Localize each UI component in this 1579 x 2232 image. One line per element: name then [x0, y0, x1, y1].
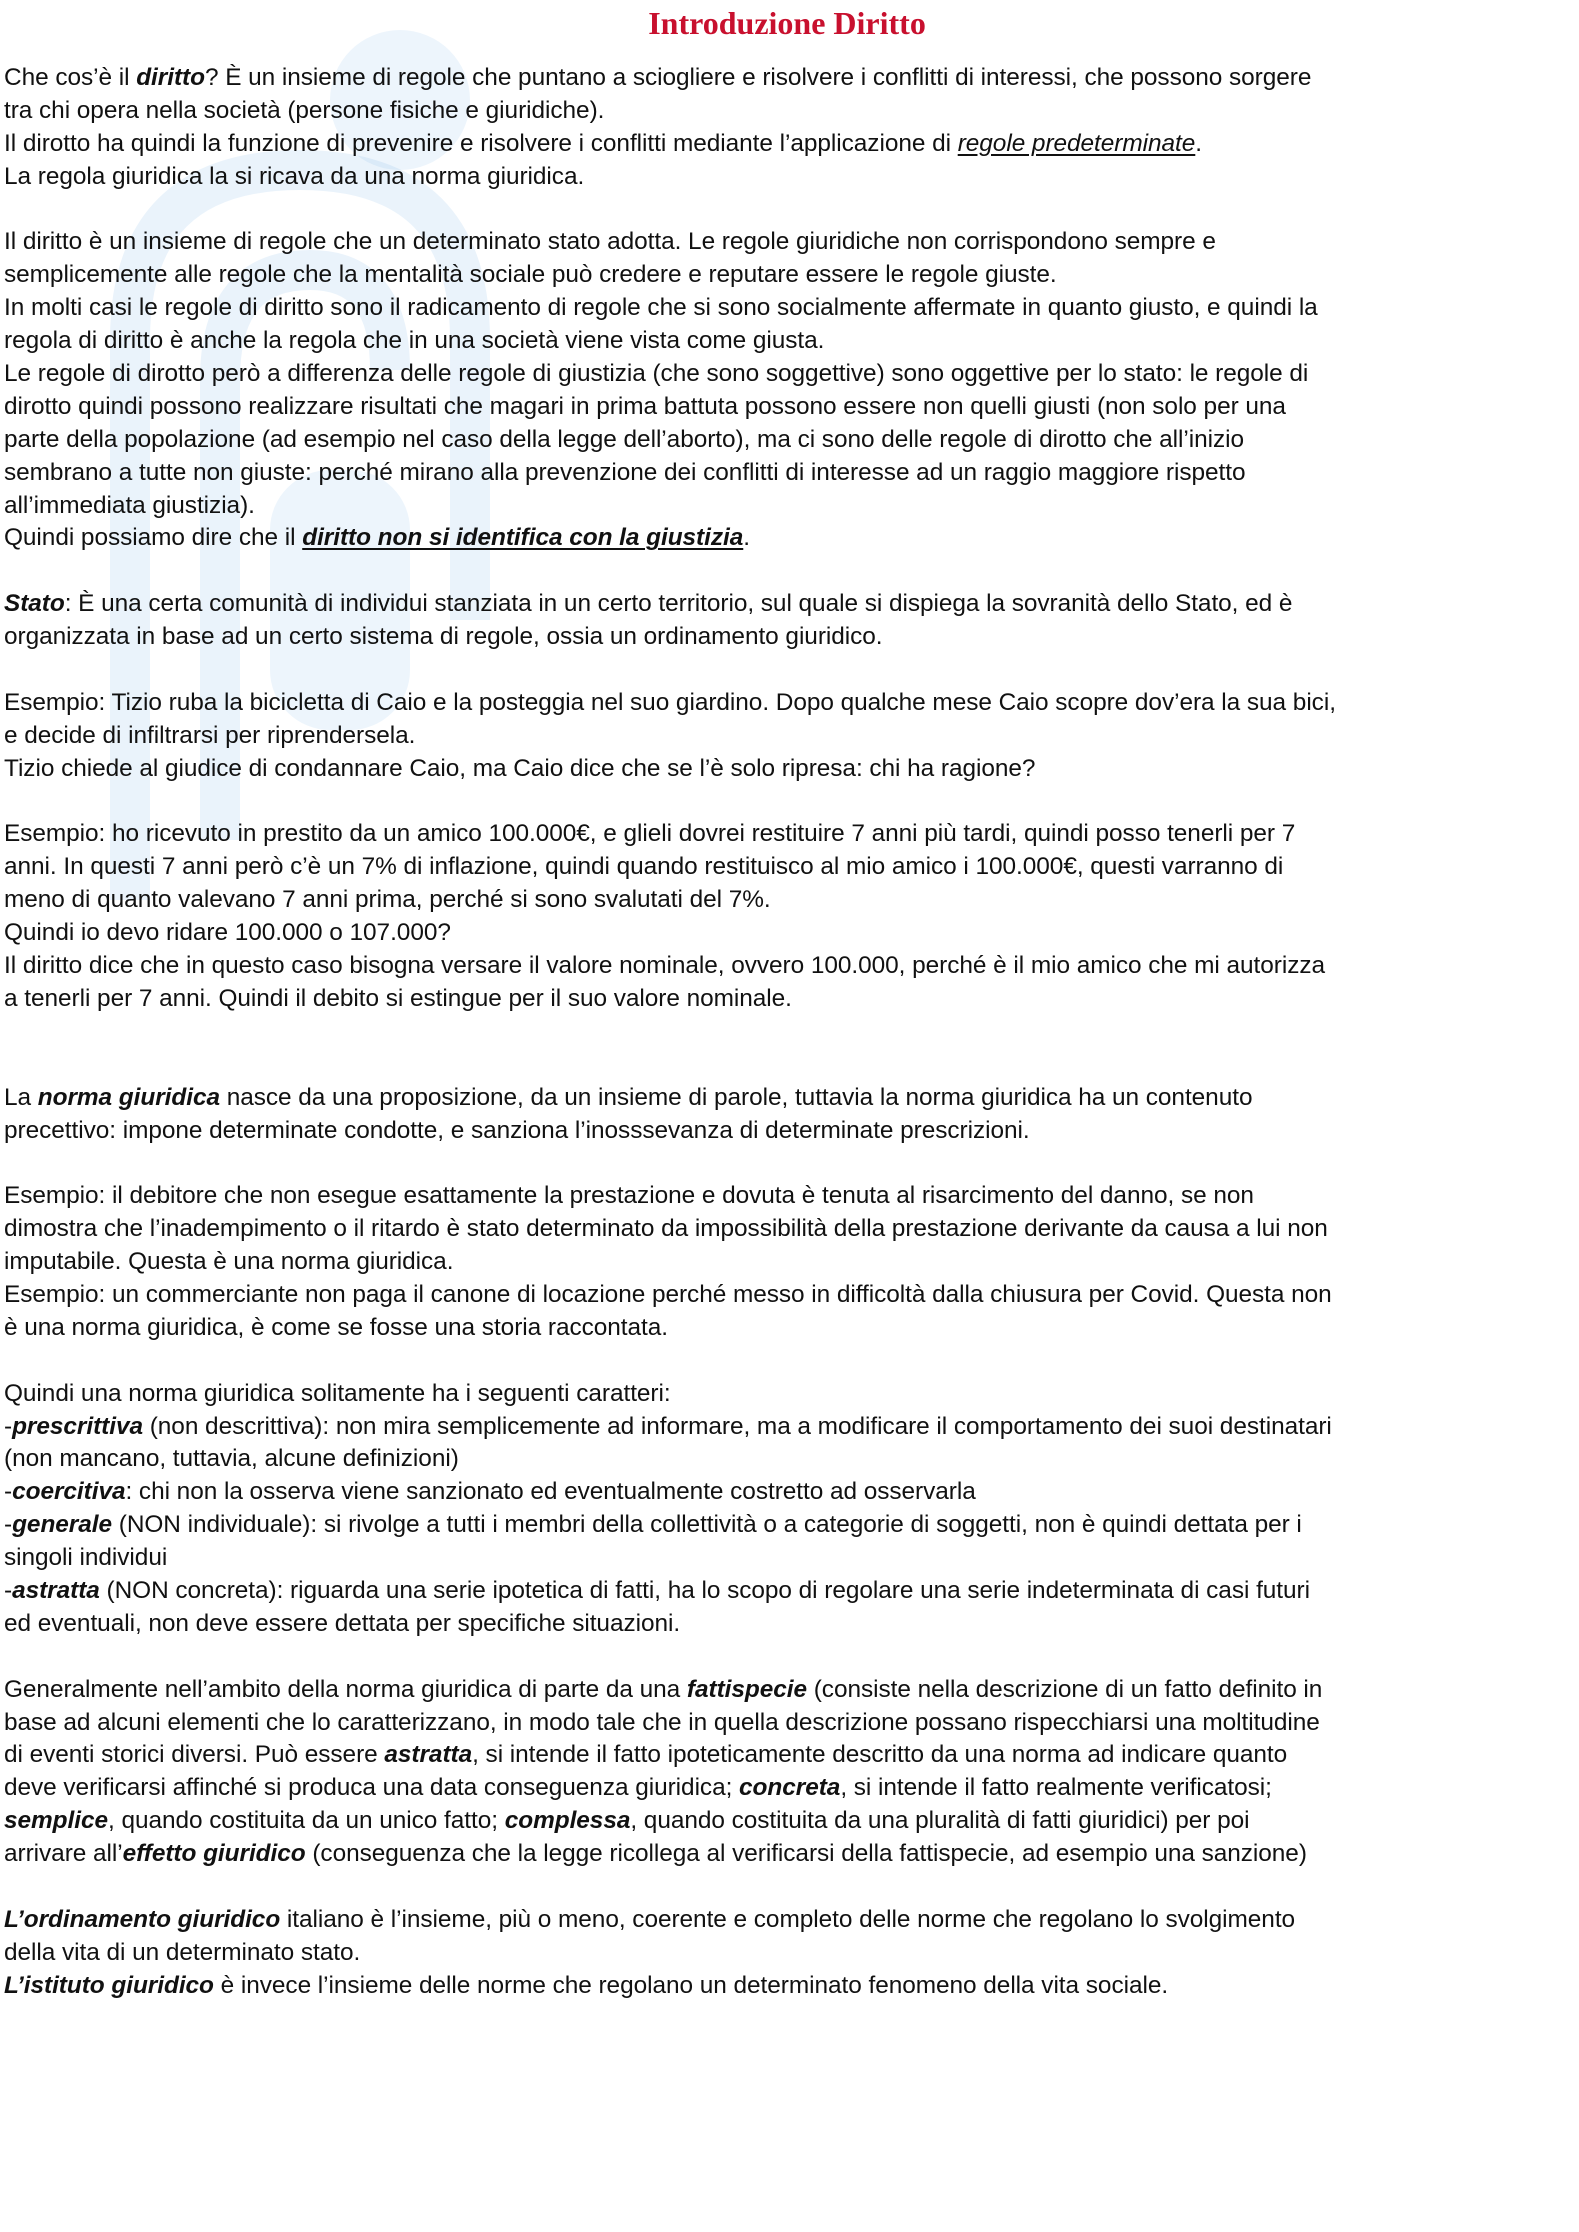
text-line: Il diritto dice che in questo caso bisogna versare il valore nominale, ovvero 100.000, perché è il mio amico che mi autorizza: [4, 952, 1326, 980]
text-line: organizzata in base ad un certo sistema di regole, ossia un ordinamento giuridico.: [4, 623, 883, 651]
text-line: Le regole di dirotto però a differenza delle regole di giustizia (che sono soggettive) sono oggettive per lo stato: le regole di: [4, 360, 1309, 388]
list-item: -prescrittiva (non descrittiva): non mira semplicemente ad informare, ma a modificare il comportamento dei suoi destinatari: [4, 1412, 1332, 1440]
text-line: La regola giuridica la si ricava da una norma giuridica.: [4, 162, 585, 190]
term-concreta: concreta: [739, 1774, 841, 1802]
text-line: Il diritto è un insieme di regole che un determinato stato adotta. Le regole giuridiche non corrispondono sempre e: [4, 228, 1216, 256]
list-item: -generale (NON individuale): si rivolge a tutti i membri della collettività o a categorie di soggetti, non è quindi dettata per i: [4, 1511, 1302, 1539]
text-line: deve verificarsi affinché si produca una data conseguenza giuridica; concreta, si intende il fatto realmente verificatosi;: [4, 1774, 1272, 1802]
document-page: [4, 0, 1570, 2003]
text-line: meno di quanto valevano 7 anni prima, perché si sono svalutati del 7%.: [4, 886, 771, 914]
text-line: ed eventuali, non deve essere dettata per specifiche situazioni.: [4, 1609, 681, 1637]
term-ordinamento-giuridico: L’ordinamento giuridico: [4, 1905, 281, 1933]
text-line: Quindi io devo ridare 100.000 o 107.000?: [4, 919, 451, 947]
term-istituto-giuridico: L’istituto giuridico: [4, 1971, 214, 1999]
document-title: Introduzione Diritto: [648, 5, 926, 41]
text-line: Esempio: il debitore che non esegue esattamente la prestazione e dovuta è tenuta al risarcimento del danno, se non: [4, 1182, 1254, 1210]
text-line: La norma giuridica nasce da una proposizione, da un insieme di parole, tuttavia la norma giuridica ha un contenuto: [4, 1083, 1253, 1111]
text-line: L’ordinamento giuridico italiano è l’insieme, più o meno, coerente e completo delle norme che regolano lo svolgimento: [4, 1905, 1296, 1933]
text-line: parte della popolazione (ad esempio nel caso della legge dell’aborto), ma ci sono delle regole di dirotto che all’inizio: [4, 425, 1245, 453]
text-line: In molti casi le regole di diritto sono il radicamento di regole che si sono socialmente affermate in quanto giusto, e quindi la: [4, 294, 1318, 322]
text-line: Tizio chiede al giudice di condannare Caio, ma Caio dice che se l’è solo ripresa: chi ha ragione?: [4, 754, 1036, 782]
term-diritto-giustizia: diritto non si identifica con la giustizia: [302, 524, 744, 552]
term-regole-predeterminate: regole predeterminate: [957, 129, 1196, 157]
list-item: -coercitiva: chi non la osserva viene sanzionato ed eventualmente costretto ad osservarla: [4, 1478, 976, 1506]
text-line: di eventi storici diversi. Può essere astratta, si intende il fatto ipoteticamente descritto da una norma ad indicare quanto: [4, 1741, 1288, 1769]
term-effetto-giuridico: effetto giuridico: [122, 1840, 306, 1868]
text-line: sembrano a tutte non giuste: perché mirano alla prevenzione dei conflitti di interesse ad un raggio maggiore rispetto: [4, 458, 1246, 486]
term-fattispecie: fattispecie: [686, 1675, 807, 1703]
text-line: semplice, quando costituita da un unico fatto; complessa, quando costituita da una pluralità di fatti giuridici) per poi: [4, 1807, 1250, 1835]
text-line: regola di diritto è anche la regola che in una società viene vista come giusta.: [4, 327, 825, 355]
term-prescrittiva: prescrittiva: [12, 1412, 143, 1440]
term-stato: Stato: [4, 590, 65, 618]
term-complessa: complessa: [504, 1807, 631, 1835]
text-line: Esempio: Tizio ruba la bicicletta di Caio e la posteggia nel suo giardino. Dopo qualche mese Caio scopre dov’era la sua bici,: [4, 688, 1336, 716]
text-line: anni. In questi 7 anni però c’è un 7% di inflazione, quindi quando restituisco al mio amico i 100.000€, questi varranno di: [4, 853, 1284, 881]
text-line: imputabile. Questa è una norma giuridica.: [4, 1248, 454, 1276]
text-line: singoli individui: [4, 1544, 168, 1572]
term-generale: generale: [12, 1511, 113, 1539]
text-line: arrivare all’effetto giuridico (conseguenza che la legge ricollega al verificarsi della fattispecie, ad esempio una sanzione): [4, 1840, 1307, 1868]
text-line: Quindi possiamo dire che il diritto non si identifica con la giustizia.: [4, 524, 750, 552]
term-astratta-2: astratta: [384, 1741, 473, 1769]
text-line: Stato: È una certa comunità di individui stanziata in un certo territorio, sul quale si dispiega la sovranità dello Stato, ed è: [4, 590, 1293, 618]
text-line: dirotto quindi possono realizzare risultati che magari in prima battuta possono essere non quelli giusti (non solo per una: [4, 392, 1286, 420]
text-line: L’istituto giuridico è invece l’insieme delle norme che regolano un determinato fenomeno della vita sociale.: [4, 1971, 1169, 1999]
text-line: è una norma giuridica, è come se fosse una storia raccontata.: [4, 1313, 668, 1341]
term-diritto: diritto: [136, 64, 205, 91]
text-line: Esempio: un commerciante non paga il canone di locazione perché messo in difficoltà dalla chiusura per Covid. Questa non: [4, 1280, 1332, 1308]
text-line: a tenerli per 7 anni. Quindi il debito si estingue per il suo valore nominale.: [4, 984, 792, 1012]
text-line: Generalmente nell’ambito della norma giuridica di parte da una fattispecie (consiste nella descrizione di un fatto definito in: [4, 1675, 1323, 1703]
text-line: base ad alcuni elementi che lo caratterizzano, in modo tale che in quella descrizione possano rispecchiarsi una moltitudine: [4, 1708, 1320, 1736]
text-line: Esempio: ho ricevuto in prestito da un amico 100.000€, e glieli dovrei restituire 7 anni più tardi, quindi posso tenerli per 7: [4, 820, 1296, 848]
term-coercitiva: coercitiva: [12, 1478, 126, 1506]
term-astratta: astratta: [12, 1576, 100, 1604]
term-semplice: semplice: [4, 1807, 108, 1835]
text-line: dimostra che l’inadempimento o il ritardo è stato determinato da impossibilità della prestazione derivante da causa a lui non: [4, 1215, 1328, 1243]
text-line: all’immediata giustizia).: [4, 491, 255, 519]
text-line: Il dirotto ha quindi la funzione di prevenire e risolvere i conflitti mediante l’applicazione di regole predeterminate.: [4, 129, 1203, 157]
text-line: e decide di infiltrarsi per riprendersela.: [4, 721, 416, 749]
text-line: precettivo: impone determinate condotte, e sanziona l’inosssevanza di determinate prescrizioni.: [4, 1116, 1030, 1144]
list-item: -astratta (NON concreta): riguarda una serie ipotetica di fatti, ha lo scopo di regolare una serie indeterminata di casi futuri: [4, 1576, 1310, 1604]
text-line: Che cos’è il diritto? È un insieme di regole che puntano a sciogliere e risolvere i conflitti di interessi, che possono sorgere: [4, 64, 1312, 91]
text-line: (non mancano, tuttavia, alcune definizioni): [4, 1445, 459, 1473]
text-line: semplicemente alle regole che la mentalità sociale può credere e reputare essere le regole giuste.: [4, 261, 1057, 289]
text-line: della vita di un determinato stato.: [4, 1938, 361, 1966]
term-norma-giuridica: norma giuridica: [37, 1083, 220, 1111]
text-line: Quindi una norma giuridica solitamente ha i seguenti caratteri:: [4, 1379, 671, 1407]
document-body: [4, 62, 1570, 2003]
text-line: tra chi opera nella società (persone fisiche e giuridiche).: [4, 96, 605, 124]
